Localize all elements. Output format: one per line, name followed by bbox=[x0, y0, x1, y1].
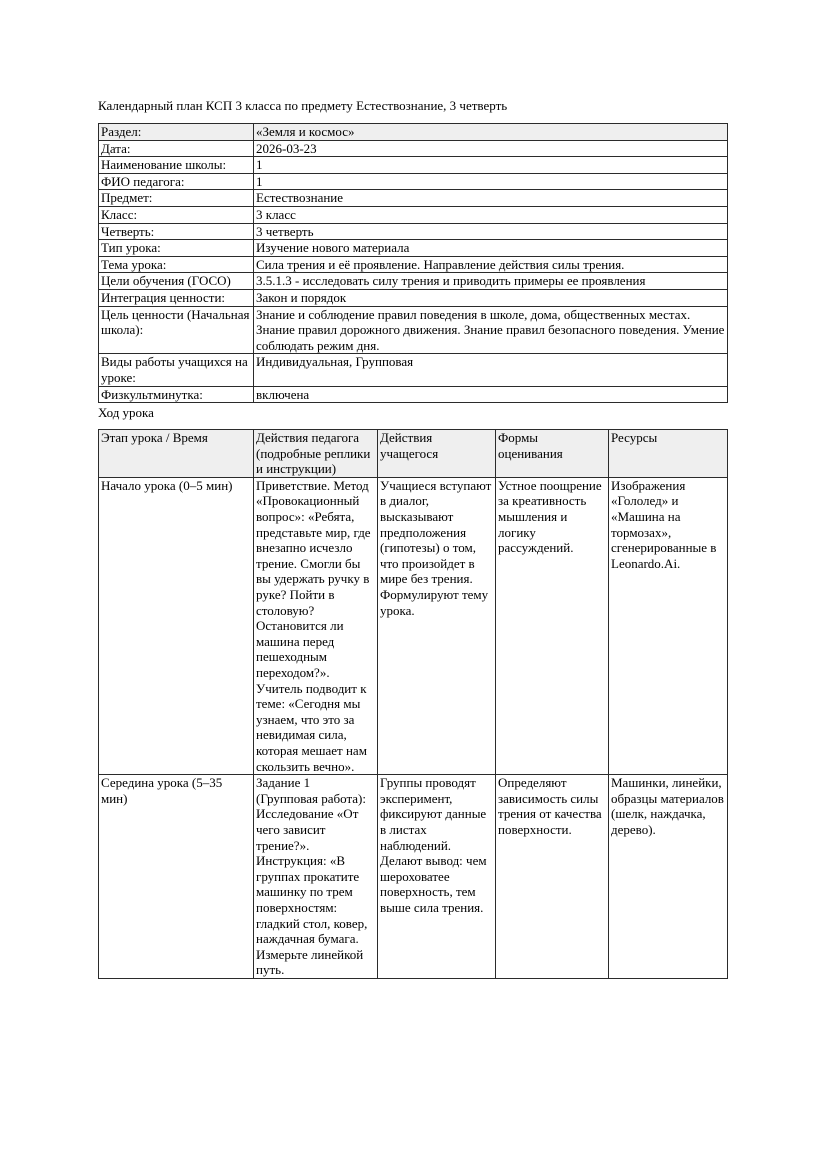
info-value: Изучение нового материала bbox=[254, 240, 728, 257]
student-actions-cell: Группы проводят эксперимент, фиксируют данные в листах наблюдений. Делают вывод: чем шероховатее поверхность, тем выше сила трения. bbox=[378, 775, 496, 979]
info-row-quarter bbox=[99, 223, 728, 240]
document-title: Календарный план КСП 3 класса по предмету Естествознание, 3 четверть bbox=[98, 98, 508, 113]
info-value: Индивидуальная, Групповая bbox=[254, 354, 728, 386]
info-label: Предмет: bbox=[99, 190, 254, 207]
lesson-flow-table bbox=[98, 429, 728, 979]
lesson-info-table bbox=[98, 123, 728, 403]
info-value: 1 bbox=[254, 173, 728, 190]
info-value: 1 bbox=[254, 157, 728, 174]
info-label: Интеграция ценности: bbox=[99, 289, 254, 306]
info-row-phys-minute bbox=[99, 386, 728, 403]
assessment-cell: Устное поощрение за креативность мышления и логику рассуждений. bbox=[496, 477, 609, 774]
info-row-values-integration bbox=[99, 289, 728, 306]
info-label: Наименование школы: bbox=[99, 157, 254, 174]
info-label: Класс: bbox=[99, 206, 254, 223]
lesson-row-middle bbox=[99, 775, 728, 979]
info-row-data bbox=[99, 140, 728, 157]
info-label: Дата: bbox=[99, 140, 254, 157]
col-header-teacher-actions: Действия педагога (подробные реплики и инструкции) bbox=[254, 430, 378, 478]
info-label: Цель ценности (Начальная школа): bbox=[99, 306, 254, 354]
info-label: Четверть: bbox=[99, 223, 254, 240]
info-row-values-goal bbox=[99, 306, 728, 354]
info-label: Физкультминутка: bbox=[99, 386, 254, 403]
info-row-school bbox=[99, 157, 728, 174]
assessment-cell: Определяют зависимость силы трения от качества поверхности. bbox=[496, 775, 609, 979]
info-label: Тип урока: bbox=[99, 240, 254, 257]
info-value: «Земля и космос» bbox=[254, 124, 728, 141]
info-label: Виды работы учащихся на уроке: bbox=[99, 354, 254, 386]
info-value: 3.5.1.3 - исследовать силу трения и приводить примеры ее проявления bbox=[254, 273, 728, 290]
lesson-row-start bbox=[99, 477, 728, 774]
info-value: Закон и порядок bbox=[254, 289, 728, 306]
info-value: 2026-03-23 bbox=[254, 140, 728, 157]
resources-cell: Машинки, линейки, образцы материалов (шелк, наждачка, дерево). bbox=[609, 775, 728, 979]
info-value: Знание и соблюдение правил поведения в школе, дома, общественных местах. Знание правил дорожного движения. Знание правил безопасного поведения. Умение соблюдать режим дня. bbox=[254, 306, 728, 354]
col-header-stage: Этап урока / Время bbox=[99, 430, 254, 478]
resources-cell: Изображения «Гололед» и «Машина на тормозах», сгенерированные в Leonardo.Ai. bbox=[609, 477, 728, 774]
info-row-lesson-type bbox=[99, 240, 728, 257]
info-row-goals bbox=[99, 273, 728, 290]
info-label: Цели обучения (ГОСО) bbox=[99, 273, 254, 290]
info-label: ФИО педагога: bbox=[99, 173, 254, 190]
col-header-student-actions: Действия учащегося bbox=[378, 430, 496, 478]
lesson-table-header-row bbox=[99, 430, 728, 478]
info-label: Раздел: bbox=[99, 124, 254, 141]
teacher-actions-cell: Задание 1 (Групповая работа): Исследование «От чего зависит трение?». Инструкция: «В группах прокатите машинку по трем поверхностям: гладкий стол, ковер, наждачная бумага. Измерьте линейкой путь. bbox=[254, 775, 378, 979]
info-row-razdel bbox=[99, 124, 728, 141]
stage-cell: Середина урока (5–35 мин) bbox=[99, 775, 254, 979]
info-value: 3 класс bbox=[254, 206, 728, 223]
info-row-lesson-topic bbox=[99, 256, 728, 273]
stage-cell: Начало урока (0–5 мин) bbox=[99, 477, 254, 774]
student-actions-cell: Учащиеся вступают в диалог, высказывают предположения (гипотезы) о том, что произойдет в мире без трения. Формулируют тему урока. bbox=[378, 477, 496, 774]
col-header-resources: Ресурсы bbox=[609, 430, 728, 478]
info-row-work-types bbox=[99, 354, 728, 386]
teacher-actions-cell: Приветствие. Метод «Провокационный вопрос»: «Ребята, представьте мир, где внезапно исчезло трение. Смогли бы вы удержать ручку в руке? Пойти в столовую? Остановится ли машина перед пешеходным переходом?». Учитель подводит к теме: «Сегодня мы узнаем, что это за невидимая сила, которая мешает нам скользить вечно». bbox=[254, 477, 378, 774]
info-value: Естествознание bbox=[254, 190, 728, 207]
info-row-subject bbox=[99, 190, 728, 207]
info-label: Тема урока: bbox=[99, 256, 254, 273]
col-header-assessment: Формы оценивания bbox=[496, 430, 609, 478]
info-value: включена bbox=[254, 386, 728, 403]
info-value: 3 четверть bbox=[254, 223, 728, 240]
lesson-flow-heading: Ход урока bbox=[98, 405, 154, 421]
info-row-class bbox=[99, 206, 728, 223]
info-row-teacher-name bbox=[99, 173, 728, 190]
info-value: Сила трения и её проявление. Направление действия силы трения. bbox=[254, 256, 728, 273]
